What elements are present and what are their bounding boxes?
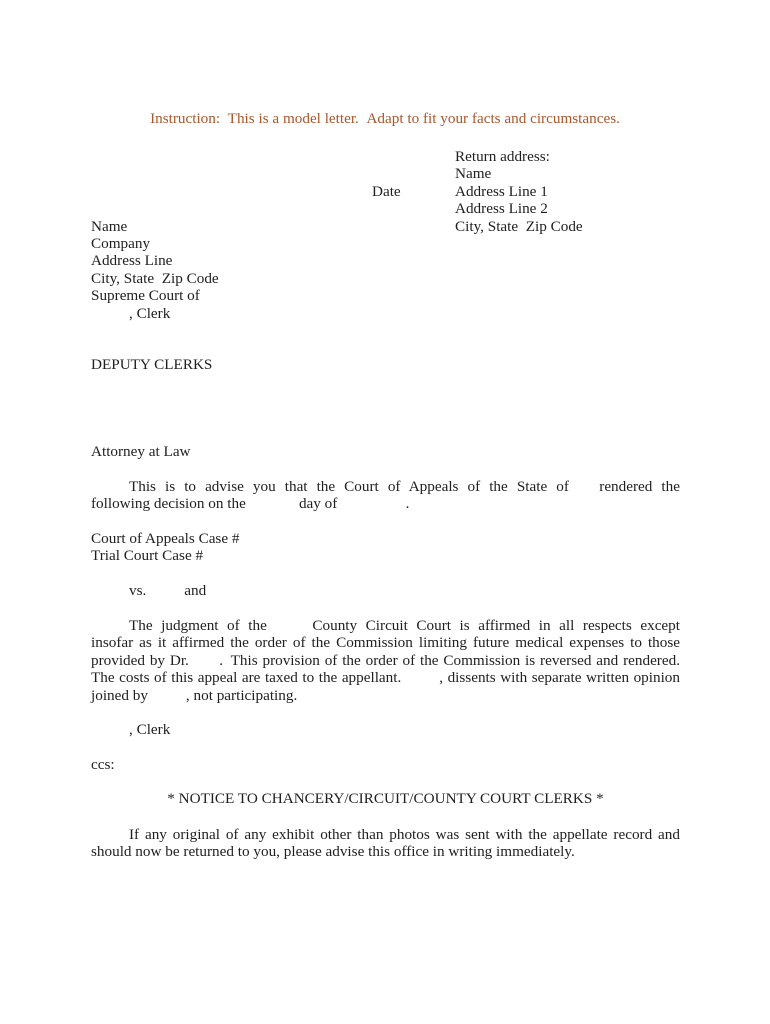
address-cell-right: Return address:	[455, 148, 550, 165]
address-cell-left: City, State Zip Code	[91, 269, 219, 287]
address-row	[0, 235, 770, 252]
address-cell-right: Address Line 2	[455, 200, 548, 218]
address-row	[0, 287, 770, 304]
text-line: Trial Court Case #	[91, 547, 204, 565]
text-line: following decision on the day of .	[91, 495, 410, 513]
clerk-signature-line: , Clerk	[91, 721, 171, 738]
text-line: Court of Appeals Case #	[91, 530, 240, 547]
instruction-note: Instruction: This is a model letter. Adapt to fit your facts and circumstances.	[150, 110, 620, 127]
address-row	[0, 148, 770, 165]
text-line: This is to advise you that the Court of Appeals of the State of rendered the	[91, 478, 680, 495]
text-line: If any original of any exhibit other than photos was sent with the appellate record and	[91, 826, 680, 843]
address-cell-left: , Clerk	[91, 304, 171, 322]
text-line: insofar as it affirmed the order of the Commission limiting future medical expenses to those	[91, 634, 680, 652]
address-cell-left: Name	[91, 217, 128, 235]
address-cell-mid: Date	[372, 182, 401, 200]
address-row	[0, 270, 770, 287]
address-cell-right: Name	[455, 165, 492, 183]
address-cell-right: City, State Zip Code	[455, 217, 583, 235]
address-cell-left: Supreme Court of	[91, 287, 200, 305]
text-line: joined by , not participating.	[91, 686, 298, 704]
address-cell-left: Address Line	[91, 252, 173, 270]
text-line: should now be returned to you, please advise this office in writing immediately.	[91, 843, 575, 861]
notice-heading: * NOTICE TO CHANCERY/CIRCUIT/COUNTY COURT CLERKS *	[167, 790, 604, 807]
address-row	[0, 165, 770, 182]
address-cell-left: Company	[91, 234, 151, 252]
text-line: The judgment of the County Circuit Court is affirmed in all respects except	[91, 617, 680, 634]
address-block	[0, 148, 770, 322]
vs-and-line: vs. and	[91, 582, 207, 599]
address-row	[0, 200, 770, 217]
address-cell-right: Address Line 1	[455, 182, 548, 200]
deputy-clerks-line: DEPUTY CLERKS	[91, 356, 213, 373]
address-row	[0, 252, 770, 269]
exhibit-paragraph	[91, 826, 680, 861]
judgment-paragraph	[91, 617, 680, 704]
attorney-line: Attorney at Law	[91, 443, 191, 460]
address-row	[0, 305, 770, 322]
address-row	[0, 183, 770, 200]
text-line: provided by Dr. . This provision of the order of the Commission is reversed and rendered.	[91, 651, 680, 669]
text-line: The costs of this appeal are taxed to the appellant. , dissents with separate written opinion	[91, 669, 680, 687]
advise-paragraph	[91, 478, 680, 513]
case-number-lines	[91, 530, 680, 565]
ccs-line: ccs:	[91, 756, 115, 773]
address-row	[0, 218, 770, 235]
